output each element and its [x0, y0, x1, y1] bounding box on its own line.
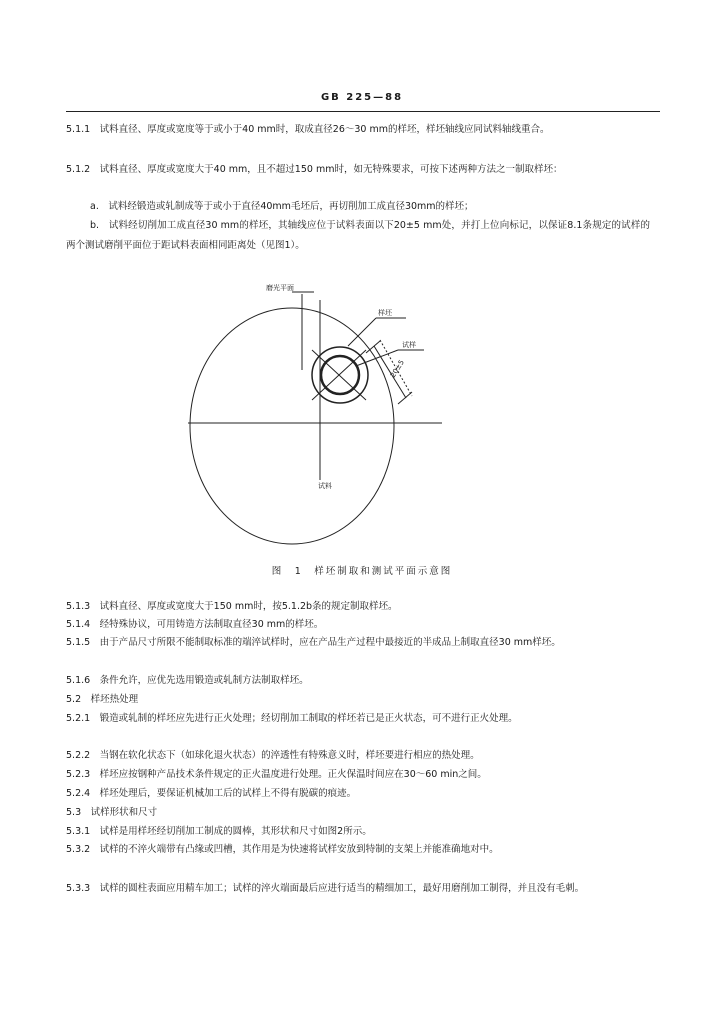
- label-specimen: 试样: [402, 341, 416, 349]
- paragraph-5-1-2-b: b. 试料经切削加工成直径30 mm的样坯，其轴线应位于试料表面以下20±5 mm处，并打上位向标记，以保证8.1条规定的试样的两个测试磨削平面位于距试料表面相同距离处（见图1）。: [66, 220, 650, 251]
- paragraph-5-2-3: 5.2.3 样坯应按钢种产品技术条件规定的正火温度进行处理。正火保温时间应在30～60 min之间。: [66, 769, 487, 780]
- label-dimension: 20±5: [388, 358, 406, 380]
- header-rule: [66, 111, 660, 112]
- label-grinding-plane: 磨光平面: [266, 284, 294, 292]
- paragraph-5-1-1: 5.1.1 试料直径、厚度或宽度等于或小于40 mm时，取成直径26～30 mm的样坯，样坯轴线应同试料轴线重合。: [66, 124, 550, 135]
- section-5-2-heading: 5.2 样坯热处理: [66, 694, 139, 705]
- paragraph-5-3-3: 5.3.3 试样的圆柱表面应用精车加工；试样的淬火端面最后应进行适当的精细加工，最好用磨削加工制得，并且没有毛刺。: [66, 883, 585, 894]
- paragraph-5-1-2-a: a. 试料经锻造或轧制成等于或小于直径40mm毛坯后，再切削加工成直径30mm的样坯；: [90, 201, 474, 212]
- paragraph-5-2-4: 5.2.4 样坯处理后，要保证机械加工后的试样上不得有脱碳的痕迹。: [66, 788, 357, 799]
- figure-1-diagram: [180, 280, 480, 560]
- label-material: 试料: [318, 482, 332, 490]
- paragraph-5-1-5: 5.1.5 由于产品尺寸所限不能制取标准的端淬试样时，应在产品生产过程中最接近的半成品上制取直径30 mm样坯。: [66, 637, 561, 648]
- page-header: GB 225—88: [320, 92, 404, 103]
- material-circle: [190, 308, 394, 544]
- label-blank: 样坯: [378, 309, 392, 317]
- leader-blank: [348, 318, 376, 346]
- paragraph-5-1-2: 5.1.2 试料直径、厚度或宽度大于40 mm，且不超过150 mm时，如无特殊要求，可按下述两种方法之一制取样坯：: [66, 164, 563, 175]
- paragraph-5-1-3: 5.1.3 试料直径、厚度或宽度大于150 mm时，按5.1.2b条的规定制取样坯。: [66, 601, 398, 612]
- paragraph-5-2-1: 5.2.1 锻造或轧制的样坯应先进行正火处理；经切削加工制取的样坯若已是正火状态，可不进行正火处理。: [66, 713, 518, 724]
- section-5-3-heading: 5.3 试样形状和尺寸: [66, 807, 158, 818]
- paragraph-5-3-2: 5.3.2 试样的不淬火端带有凸缘或凹槽，其作用是为快速将试样安放到特制的支架上并能准确地对中。: [66, 844, 499, 855]
- figure-caption: 图 1 样坯制取和测试平面示意图: [271, 566, 453, 577]
- paragraph-5-2-2: 5.2.2 当钢在软化状态下（如球化退火状态）的淬透性有特殊意义时，样坯要进行相应的热处理。: [66, 750, 480, 761]
- paragraph-5-1-4: 5.1.4 经特殊协议，可用铸造方法制取直径30 mm的样坯。: [66, 619, 324, 630]
- paragraph-5-1-6: 5.1.6 条件允许，应优先选用锻造或轧制方法制取样坯。: [66, 675, 309, 686]
- paragraph-5-3-1: 5.3.1 试样是用样坯经切削加工制成的圆棒，其形状和尺寸如图2所示。: [66, 826, 372, 837]
